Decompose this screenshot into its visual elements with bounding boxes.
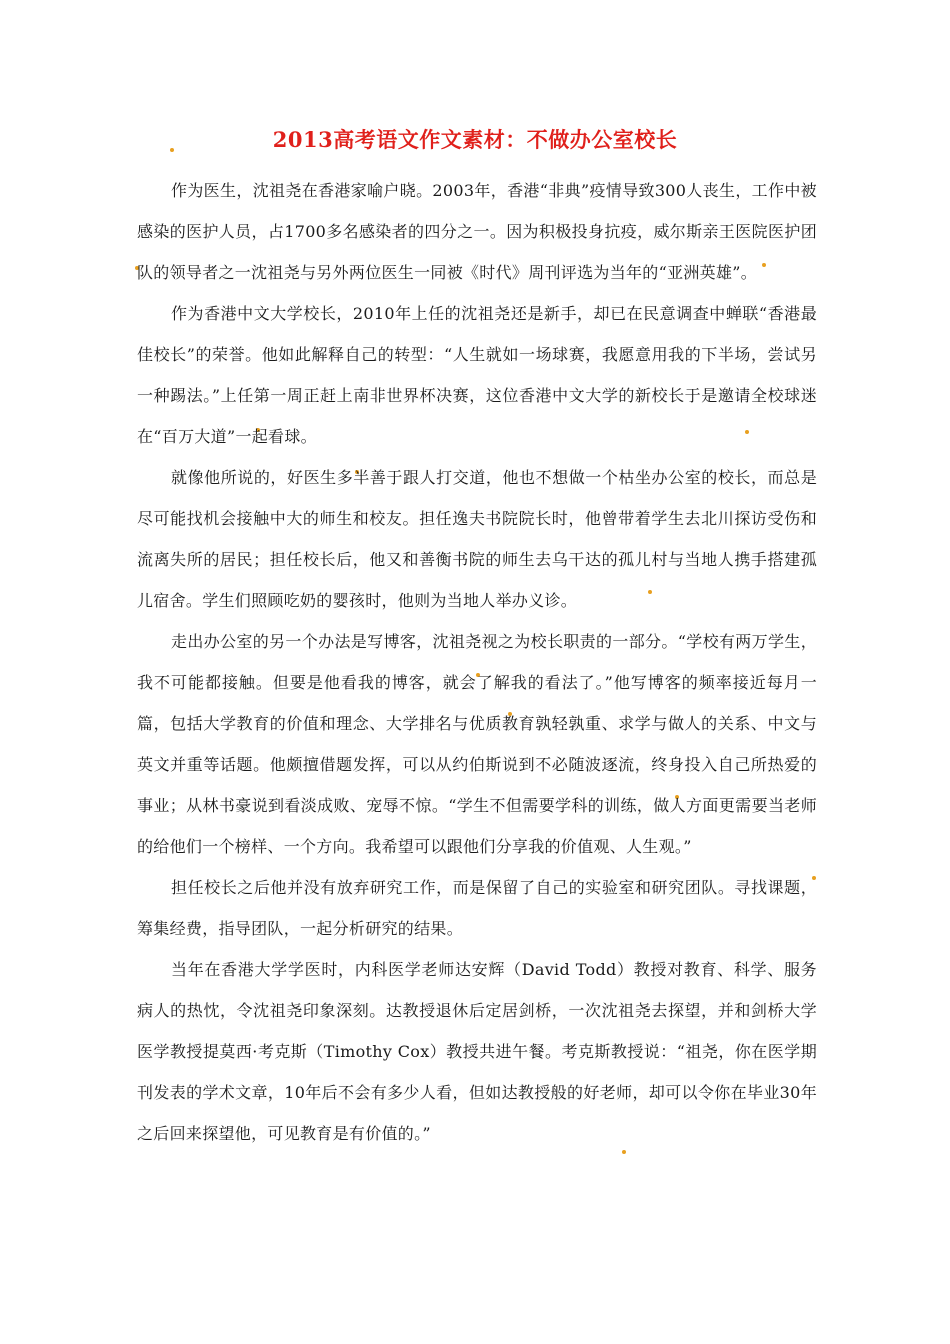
paragraph: 担任校长之后他并没有放弃研究工作，而是保留了自己的实验室和研究团队。寻找课题，筹集经费，指导团队，一起分析研究的结果。 (137, 878, 817, 938)
paragraph: 走出办公室的另一个办法是写博客，沈祖尧视之为校长职责的一部分。“学校有两万学生，我不可能都接触。但要是他看我的博客，就会了解我的看法了。”他写博客的频率接近每月一篇，包括大学教育的价值和理念、大学排名与优质教育孰轻孰重、求学与做人的关系、中文与英文并重等话题。他颇擅借题发挥，可以从约伯斯说到不必随波逐流，终身投入自己所热爱的事业；从林书豪说到看淡成败、宠辱不惊。“学生不但需要学科的训练，做人方面更需要当老师的给他们一个榜样、一个方向。我希望可以跟他们分享我的价值观、人生观。” (137, 632, 817, 856)
article-body (137, 170, 817, 1154)
paragraph: 作为医生，沈祖尧在香港家喻户晓。2003年，香港“非典”疫情导致300人丧生，工作中被感染的医护人员，占1700多名感染者的四分之一。因为积极投身抗疫，威尔斯亲王医院医护团队的领导者之一沈祖尧与另外两位医生一同被《时代》周刊评选为当年的“亚洲英雄”。 (137, 181, 817, 282)
paragraph: 当年在香港大学学医时，内科医学老师达安辉（David Todd）教授对教育、科学、服务病人的热忱，令沈祖尧印象深刻。达教授退休后定居剑桥，一次沈祖尧去探望，并和剑桥大学医学教授提莫西·考克斯（Timothy Cox）教授共进午餐。考克斯教授说：“祖尧，你在医学期刊发表的学术文章，10年后不会有多少人看，但如达教授般的好老师，却可以令你在毕业30年之后回来探望他，可见教育是有价值的。” (137, 960, 817, 1143)
paragraph: 就像他所说的，好医生多半善于跟人打交道，他也不想做一个枯坐办公室的校长，而总是尽可能找机会接触中大的师生和校友。担任逸夫书院院长时，他曾带着学生去北川探访受伤和流离失所的居民；担任校长后，他又和善衡书院的师生去乌干达的孤儿村与当地人携手搭建孤儿宿舍。学生们照顾吃奶的婴孩时，他则为当地人举办义诊。 (137, 468, 817, 610)
document-title: 2013高考语文作文素材：不做办公室校长 (272, 127, 678, 152)
annotation-mark (170, 148, 174, 152)
paragraph: 作为香港中文大学校长，2010年上任的沈祖尧还是新手，却已在民意调查中蝉联“香港最佳校长”的荣誉。他如此解释自己的转型：“人生就如一场球赛，我愿意用我的下半场，尝试另一种踢法。”上任第一周正赶上南非世界杯决赛，这位香港中文大学的新校长于是邀请全校球迷在“百万大道”一起看球。 (137, 304, 817, 446)
